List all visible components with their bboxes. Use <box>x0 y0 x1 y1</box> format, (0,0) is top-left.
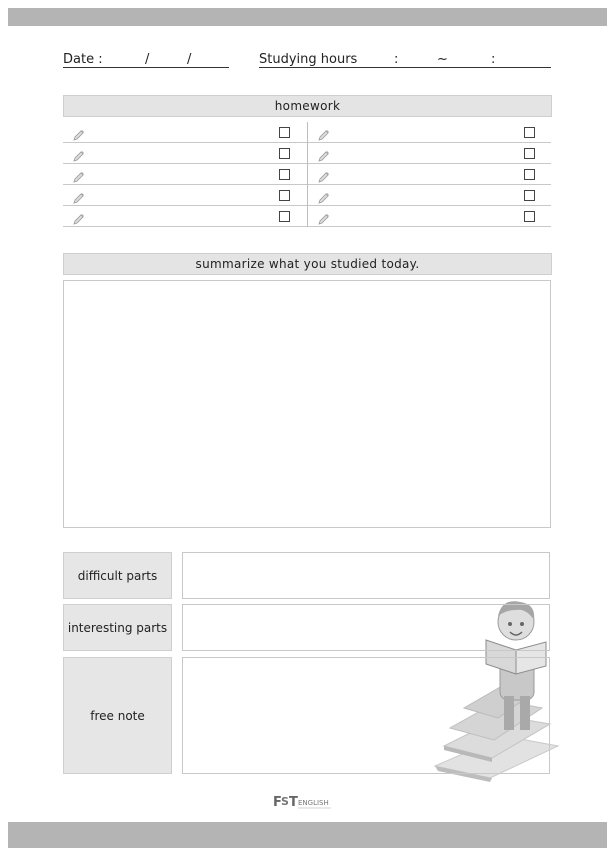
homework-checkbox[interactable] <box>279 190 290 201</box>
homework-row <box>63 206 551 227</box>
homework-checkbox[interactable] <box>524 148 535 159</box>
column-divider <box>307 185 308 206</box>
column-divider <box>307 206 308 227</box>
homework-checkbox[interactable] <box>524 169 535 180</box>
homework-row <box>63 143 551 164</box>
homework-row <box>63 185 551 206</box>
homework-checkbox[interactable] <box>524 190 535 201</box>
difficult-parts-field[interactable] <box>182 552 550 599</box>
homework-title: homework <box>274 99 341 113</box>
free-note-label <box>63 657 172 774</box>
summary-header <box>63 253 552 275</box>
pencil-icon <box>318 189 330 201</box>
pencil-icon <box>73 168 85 180</box>
hours-colon-2: : <box>491 52 496 67</box>
free-note-field[interactable] <box>182 657 550 774</box>
fst-english-logo <box>273 792 339 812</box>
summary-title: summarize what you studied today. <box>195 257 420 271</box>
interesting-parts-label <box>63 604 172 651</box>
pencil-icon <box>318 168 330 180</box>
svg-text:T: T <box>289 795 298 810</box>
studying-hours-label: Studying hours <box>259 52 358 67</box>
homework-checkbox[interactable] <box>279 169 290 180</box>
pencil-icon <box>318 126 330 138</box>
homework-checkbox[interactable] <box>279 211 290 222</box>
homework-checkbox[interactable] <box>524 211 535 222</box>
homework-table <box>63 122 551 227</box>
column-divider <box>307 164 308 185</box>
interesting-parts-text: interesting parts <box>67 620 168 635</box>
svg-text:F: F <box>273 795 282 810</box>
bottom-band <box>8 822 607 848</box>
pencil-icon <box>73 210 85 222</box>
svg-text:ENGLISH: ENGLISH <box>298 799 329 807</box>
date-slash-2: / <box>187 52 192 67</box>
header-line <box>63 50 551 70</box>
homework-row <box>63 122 551 143</box>
pencil-icon <box>73 189 85 201</box>
homework-header <box>63 95 552 117</box>
svg-text:S: S <box>281 795 289 808</box>
difficult-parts-text: difficult parts <box>77 568 158 583</box>
pencil-icon <box>318 210 330 222</box>
date-label: Date : <box>63 52 103 67</box>
hours-underline <box>259 67 551 68</box>
homework-row <box>63 164 551 185</box>
homework-checkbox[interactable] <box>524 127 535 138</box>
pencil-icon <box>318 147 330 159</box>
interesting-parts-field[interactable] <box>182 604 550 651</box>
homework-checkbox[interactable] <box>279 148 290 159</box>
difficult-parts-label <box>63 552 172 599</box>
pencil-icon <box>73 147 85 159</box>
hours-tilde: ~ <box>437 52 448 67</box>
homework-checkbox[interactable] <box>279 127 290 138</box>
hours-colon-1: : <box>394 52 399 67</box>
pencil-icon <box>73 126 85 138</box>
column-divider <box>307 122 308 143</box>
date-underline <box>63 67 229 68</box>
column-divider <box>307 143 308 164</box>
date-slash-1: / <box>145 52 150 67</box>
free-note-text: free note <box>90 708 145 723</box>
top-band <box>8 8 607 26</box>
summary-writing-area[interactable] <box>63 280 551 528</box>
